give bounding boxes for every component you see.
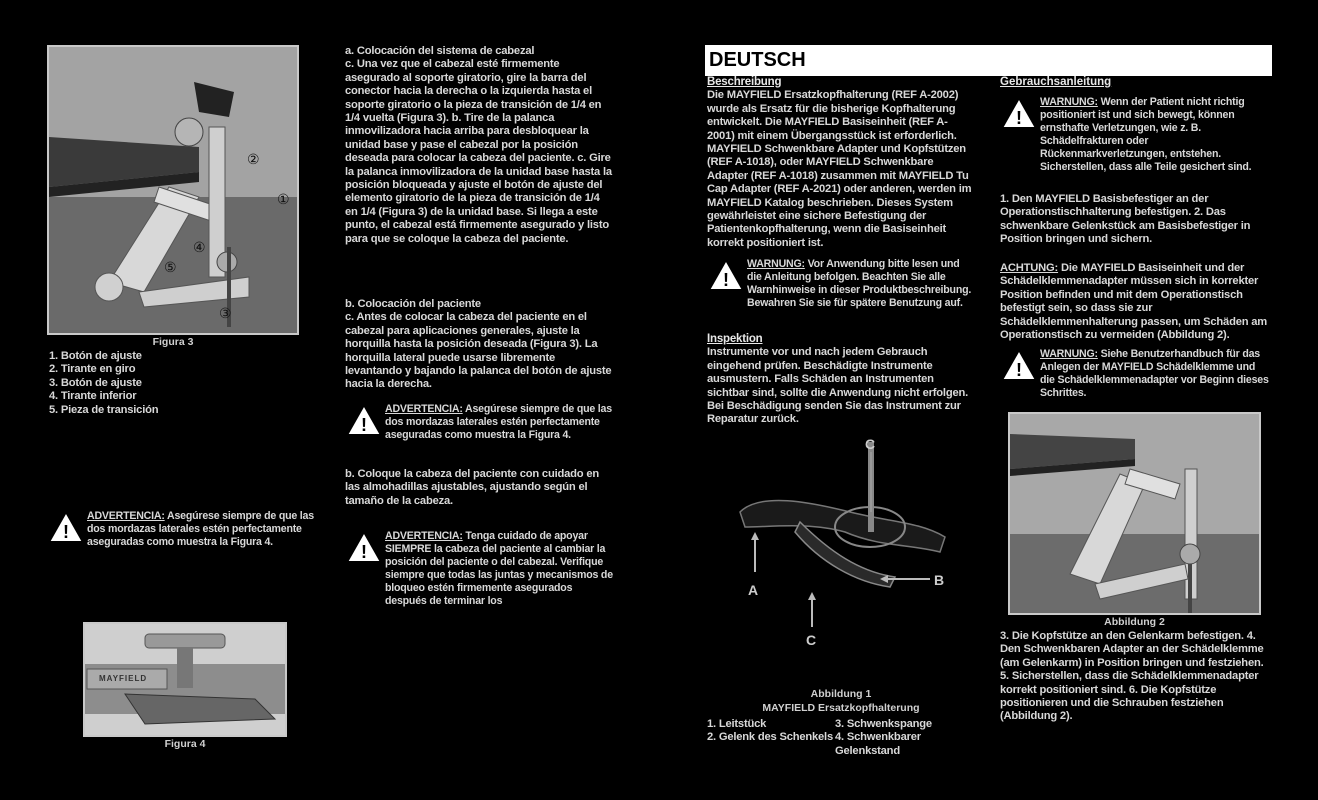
achtung-label: ACHTUNG: xyxy=(1000,262,1059,274)
achtung-text: Die MAYFIELD Basiseinheit und der Schädelklemmenadapter müssen sich in korrekter Position befinden und mit dem Operationstisch befestigt sein, so dass sie zur Schädelklemmenhalterung passen, um Schäden am Operationstisch zu vermeiden (Abbildung 2). xyxy=(1000,262,1268,342)
abbildung-2-illustration xyxy=(1010,414,1259,613)
diagram-label-top: C xyxy=(865,436,876,452)
figure-3-callout-3: ③ xyxy=(219,305,232,321)
section-b-heading: b. Colocación del paciente xyxy=(345,298,481,310)
figure-4-plate-label: MAYFIELD xyxy=(99,674,148,683)
beschreibung-section xyxy=(707,76,975,250)
warnung-2 xyxy=(1000,96,1272,174)
figure-3-callout-5: ⑤ xyxy=(164,259,177,275)
svg-text:!: ! xyxy=(361,415,367,435)
warning-text: Tenga cuidado de apoyar SIEMPRE la cabeza del paciente al cambiar la posición del paciente o del cabezal. Verifique siempre que todas las juntas y mecanismos de bloqueo estén firmemente asegurados después de terminar los xyxy=(385,530,613,607)
warning-label: ADVERTENCIA: xyxy=(385,403,463,415)
diagram-label-left: A xyxy=(748,582,759,598)
figure-3-caption: Figura 3 xyxy=(152,336,194,348)
legend-item: 1. Leitstück xyxy=(707,718,767,730)
warning-text: Asegúrese siempre de que las dos mordazas laterales estén perfectamente aseguradas como muestra la Figura 4. xyxy=(87,510,314,548)
section-b xyxy=(345,298,613,392)
warning-left xyxy=(47,510,317,549)
svg-text:!: ! xyxy=(361,542,367,562)
warning-text: Siehe Benutzerhandbuch für das Anlegen der MAYFIELD Schädelklemme und die Schädelklemmenadapter vor Beginn dieses Schrittes. xyxy=(1040,348,1269,399)
warning-text: Vor Anwendung bitte lesen und die Anleitung befolgen. Beachten Sie alle Warnhinweise in dieser Produktbeschreibung. Bewahren Sie sie für spätere Benutzung auf. xyxy=(747,258,972,309)
abbildung-2-photo xyxy=(1008,412,1261,615)
legend-item: 2. Gelenk des Schenkels xyxy=(707,731,833,744)
warning-triangle-icon xyxy=(707,258,745,292)
warning-triangle-icon xyxy=(1000,348,1038,382)
warning-label: ADVERTENCIA: xyxy=(87,510,165,522)
abbildung-1-title: Abbildung 1 xyxy=(810,688,872,700)
legend-item: 5. Pieza de transición xyxy=(49,403,159,416)
inspektion-section xyxy=(707,333,975,427)
abbildung-2-text: 3. Die Kopfstütze an den Gelenkarm befestigen. 4. Den Schwenkbaren Adapter an der Schädelklemme (am Gelenkarm) in Position bringen und festziehen. 5. Sicherstellen, dass die Schädelklemmenadapter korrekt positioniert sind. 6. Die Kopfstütze positionieren und die Schrauben festziehen (Abbildung 2). xyxy=(1000,630,1264,723)
figure-3-callout-2: ② xyxy=(247,151,260,167)
inspektion-heading: Inspektion xyxy=(707,333,763,345)
head-holder-illustration xyxy=(720,432,970,682)
section-a-text: c. Una vez que el cabezal esté firmemente asegurado al soporte giratorio, gire la barra del conector hacia la derecha o la izquierda hasta el soporte giratorio o la pieza de transición de 1/4 en 1/4 vuelta (Figura 3). b. Tire de la palanca inmovilizadora hacia arriba para desbloquear la unidad base y pase el cabezal por la posición deseada para colocar la cabeza del paciente. c. Gire la palanca inmovilizadora de la unidad base hasta la posición bloqueada y ajuste el botón de ajuste del elemento giratorio de la pieza de transición de 1/4 en 1/4 (Figura 3) de la unidad base. Si llega a este punto, el cabezal está firmemente asegurado y listo para que se coloque la cabeza del paciente. xyxy=(345,58,612,245)
section-a xyxy=(345,45,613,246)
legend-item: 1. Botón de ajuste xyxy=(49,350,142,362)
diagram-label-right: B xyxy=(934,572,945,588)
figure-4-caption: Figura 4 xyxy=(164,738,206,750)
abbildung-1-diagram xyxy=(720,432,970,682)
warning-label: WARNUNG: xyxy=(1040,348,1098,360)
legend-item: 4. Schwenkbarer Gelenkstand xyxy=(835,731,921,757)
diagram-label-bottom: C xyxy=(806,632,817,648)
inspektion-text: Instrumente vor und nach jedem Gebrauch eingehend prüfen. Beschädigte Instrumente ausmustern. Falls Schäden an Instrumenten sichtbar sind, sollte die Anwendung nicht erfolgen. Bei Beschädigung senden Sie das Instrument zur Reparatur zurück. xyxy=(707,346,969,426)
svg-text:!: ! xyxy=(1016,108,1022,128)
abbildung-2-caption: Abbildung 2 xyxy=(1104,616,1165,628)
warning-label: WARNUNG: xyxy=(1040,96,1098,108)
figure-3-callout-1: ① xyxy=(277,191,290,207)
legend-item: 4. Tirante inferior xyxy=(49,390,137,403)
warning-mid-1 xyxy=(345,403,613,442)
warning-triangle-icon xyxy=(345,530,383,564)
beschreibung-text: Die MAYFIELD Ersatzkopfhalterung (REF A-2002) wurde als Ersatz für die bisherige Kopfhalterung entwickelt. Die MAYFIELD Basiseinheit (REF A-2001) mit einem Übergangsstück ist erforderlich. MAYFIELD Schwenkbare Adapter und Kopfstützen (REF A-1018), oder MAYFIELD Schwenkbare Adapter (REF A-1018) zusammen mit MAYFIELD Tu Cap Adapter (REF A-2021) oder anderen, werden im MAYFIELD Katalog beschrieben. Dieses System gewährleistet eine sichere Befestigung der Patientenkopfhalterung, wenn die Basiseinheit korrekt positioniert ist. xyxy=(707,89,972,249)
gebrauchsanleitung-steps: 1. Den MAYFIELD Basisbefestiger an der Operationstischhalterung befestigen. 2. Das schwenkbare Gelenkstück am Basisbefestiger in Position bringen und sichern. xyxy=(1000,193,1251,246)
warning-mid-2 xyxy=(345,530,613,608)
svg-text:!: ! xyxy=(723,270,729,290)
warning-label: WARNUNG: xyxy=(747,258,805,270)
figure-4-photo xyxy=(83,622,287,737)
warning-text: Wenn der Patient nicht richtig positioniert ist und sich bewegt, können ernsthafte Verletzungen, wie z. B. Schädelfrakturen oder Rückenmarkverletzungen, entstehen. Sicherstellen, dass alle Teile gesichert sind. xyxy=(1040,96,1252,173)
abbildung-1-legend xyxy=(707,718,975,758)
legend-item: 3. Botón de ajuste xyxy=(49,376,142,389)
section-b-text: c. Antes de colocar la cabeza del paciente en el cabezal para aplicaciones generales, ajuste la horquilla hasta la posición deseada (Figura 3). La horquilla lateral puede usarse libremente levantando y bajando la palanca del botón de ajuste hacia la derecha. xyxy=(345,311,612,391)
warning-label: ADVERTENCIA: xyxy=(385,530,463,542)
gebrauchsanleitung-heading: Gebrauchsanleitung xyxy=(1000,76,1112,88)
figure-3-callout-4: ④ xyxy=(193,239,206,255)
warnung-3 xyxy=(1000,348,1272,400)
section-a-heading: a. Colocación del sistema de cabezal xyxy=(345,45,535,57)
warning-triangle-icon xyxy=(345,403,383,437)
achtung-notice xyxy=(1000,262,1272,342)
warning-triangle-icon xyxy=(47,510,85,544)
paragraph-b: b. Coloque la cabeza del paciente con cuidado en las almohadillas ajustables, ajustando según el tamaño de la cabeza. xyxy=(345,468,599,507)
legend-item: 2. Tirante en giro xyxy=(49,363,136,376)
warning-triangle-icon xyxy=(1000,96,1038,130)
language-banner: DEUTSCH xyxy=(705,45,1272,76)
svg-text:!: ! xyxy=(63,522,69,542)
figure-3-illustration xyxy=(49,47,297,333)
beschreibung-heading: Beschreibung xyxy=(707,76,782,88)
warnung-1 xyxy=(707,258,975,310)
svg-text:!: ! xyxy=(1016,360,1022,380)
abbildung-1-subtitle: MAYFIELD Ersatzkopfhalterung xyxy=(762,702,920,714)
warning-text: Asegúrese siempre de que las dos mordazas laterales estén perfectamente aseguradas como muestra la Figura 4. xyxy=(385,403,612,441)
figure-3-photo xyxy=(47,45,299,335)
figure-3-legend xyxy=(49,350,309,417)
legend-item: 3. Schwenkspange xyxy=(835,718,932,730)
